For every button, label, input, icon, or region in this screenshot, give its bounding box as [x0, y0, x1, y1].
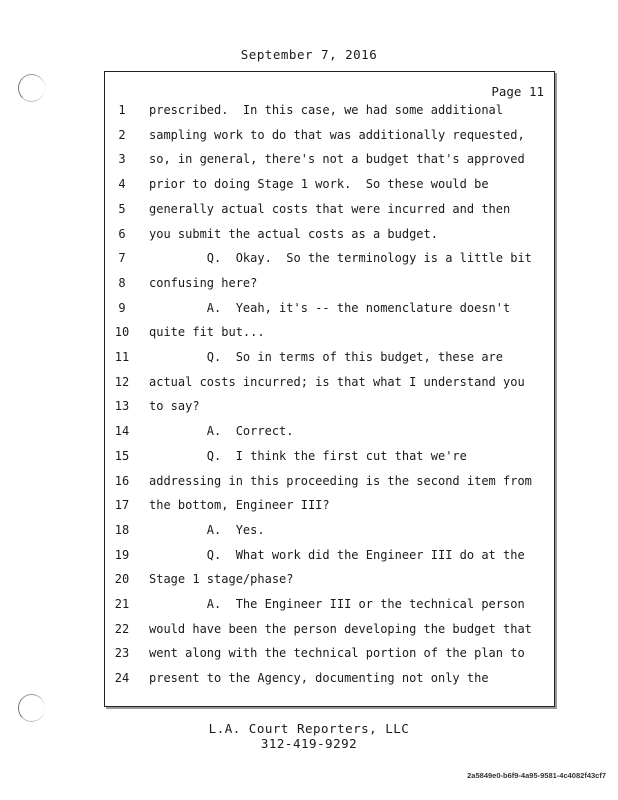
line-number: 19 — [114, 547, 130, 562]
line-text: Stage 1 stage/phase? — [149, 572, 294, 587]
line-text: went along with the technical portion of the plan to — [149, 646, 525, 661]
line-text: A. The Engineer III or the technical person — [149, 597, 525, 611]
line-number: 17 — [114, 498, 130, 513]
transcript-line — [105, 548, 554, 573]
line-number: 1 — [118, 103, 126, 117]
line-number: 7 — [118, 251, 126, 266]
line-text: A. Correct. — [149, 424, 294, 439]
line-text: quite fit but... — [149, 325, 265, 340]
line-text: A. Yeah, it's -- the nomenclature doesn't — [149, 300, 511, 315]
transcript-line — [105, 622, 554, 647]
line-number: 10 — [114, 325, 130, 340]
line-number: 6 — [118, 226, 126, 241]
line-number: 4 — [118, 177, 126, 192]
transcript-line — [105, 103, 554, 128]
line-text: Q. Okay. So the terminology is a little bit — [149, 251, 532, 266]
transcript-line — [105, 301, 554, 326]
transcript-line — [105, 523, 554, 548]
line-text: Q. What work did the Engineer III do at the — [149, 547, 525, 562]
line-number: 24 — [114, 671, 130, 686]
line-text: Q. I think the first cut that we're — [149, 448, 467, 463]
line-number: 5 — [118, 201, 126, 216]
line-text: sampling work to do that was additionally requested, — [149, 127, 525, 142]
line-text: addressing in this proceeding is the second item from — [149, 473, 532, 488]
line-text: Q. So in terms of this budget, these are — [149, 350, 504, 364]
transcript-line — [105, 597, 554, 622]
line-number: 20 — [114, 572, 130, 587]
transcript-line — [105, 251, 554, 276]
transcript-line — [105, 325, 554, 350]
transcript-line — [105, 276, 554, 301]
line-number: 3 — [118, 152, 126, 167]
line-number: 13 — [114, 399, 130, 414]
line-text: prescribed. In this case, we had some additional — [149, 103, 504, 117]
line-number: 16 — [114, 473, 130, 488]
transcript-line — [105, 152, 554, 177]
transcript-date: September 7, 2016 — [240, 47, 378, 62]
transcript-line — [105, 474, 554, 499]
line-number: 22 — [114, 621, 130, 636]
transcript-line — [105, 424, 554, 449]
transcript-line — [105, 350, 554, 375]
transcript-line — [105, 128, 554, 153]
line-number: 8 — [118, 275, 126, 290]
document-id: 2a5849e0-b6f9-4a95-9581-4c4082f43cf7 — [467, 771, 606, 780]
line-number: 2 — [118, 127, 126, 142]
line-text: present to the Agency, documenting not only the — [149, 671, 489, 686]
transcript-line — [105, 399, 554, 424]
line-text: you submit the actual costs as a budget. — [149, 226, 438, 241]
line-text: actual costs incurred; is that what I understand you — [149, 374, 525, 389]
line-text: A. Yes. — [149, 522, 265, 537]
footer — [0, 721, 618, 751]
line-number: 14 — [114, 424, 130, 439]
transcript-line — [105, 671, 554, 696]
line-number: 15 — [114, 448, 130, 463]
line-text: confusing here? — [149, 275, 258, 290]
page-number: Page 11 — [491, 84, 544, 99]
line-text: the bottom, Engineer III? — [149, 498, 330, 513]
binder-hole-top — [18, 74, 45, 102]
line-number: 12 — [114, 374, 130, 389]
line-number: 18 — [114, 522, 130, 537]
binder-hole-bottom — [18, 694, 45, 722]
court-reporter-phone: 312-419-9292 — [260, 736, 358, 751]
court-reporter-name: L.A. Court Reporters, LLC — [208, 721, 410, 736]
transcript-line — [105, 202, 554, 227]
line-text: would have been the person developing the budget that — [149, 621, 532, 636]
transcript-line — [105, 572, 554, 597]
line-text: to say? — [149, 399, 200, 414]
transcript-line — [105, 646, 554, 671]
line-number: 21 — [114, 597, 130, 611]
transcript-line — [105, 498, 554, 523]
transcript-page — [104, 71, 555, 707]
transcript-line — [105, 177, 554, 202]
transcript-line — [105, 227, 554, 252]
line-number: 23 — [114, 646, 130, 661]
line-text: generally actual costs that were incurred and then — [149, 201, 511, 216]
line-text: so, in general, there's not a budget that's approved — [149, 152, 525, 167]
transcript-line — [105, 449, 554, 474]
transcript-line — [105, 375, 554, 400]
line-text: prior to doing Stage 1 work. So these would be — [149, 177, 489, 192]
line-number: 9 — [118, 300, 126, 315]
line-number: 11 — [114, 350, 130, 364]
